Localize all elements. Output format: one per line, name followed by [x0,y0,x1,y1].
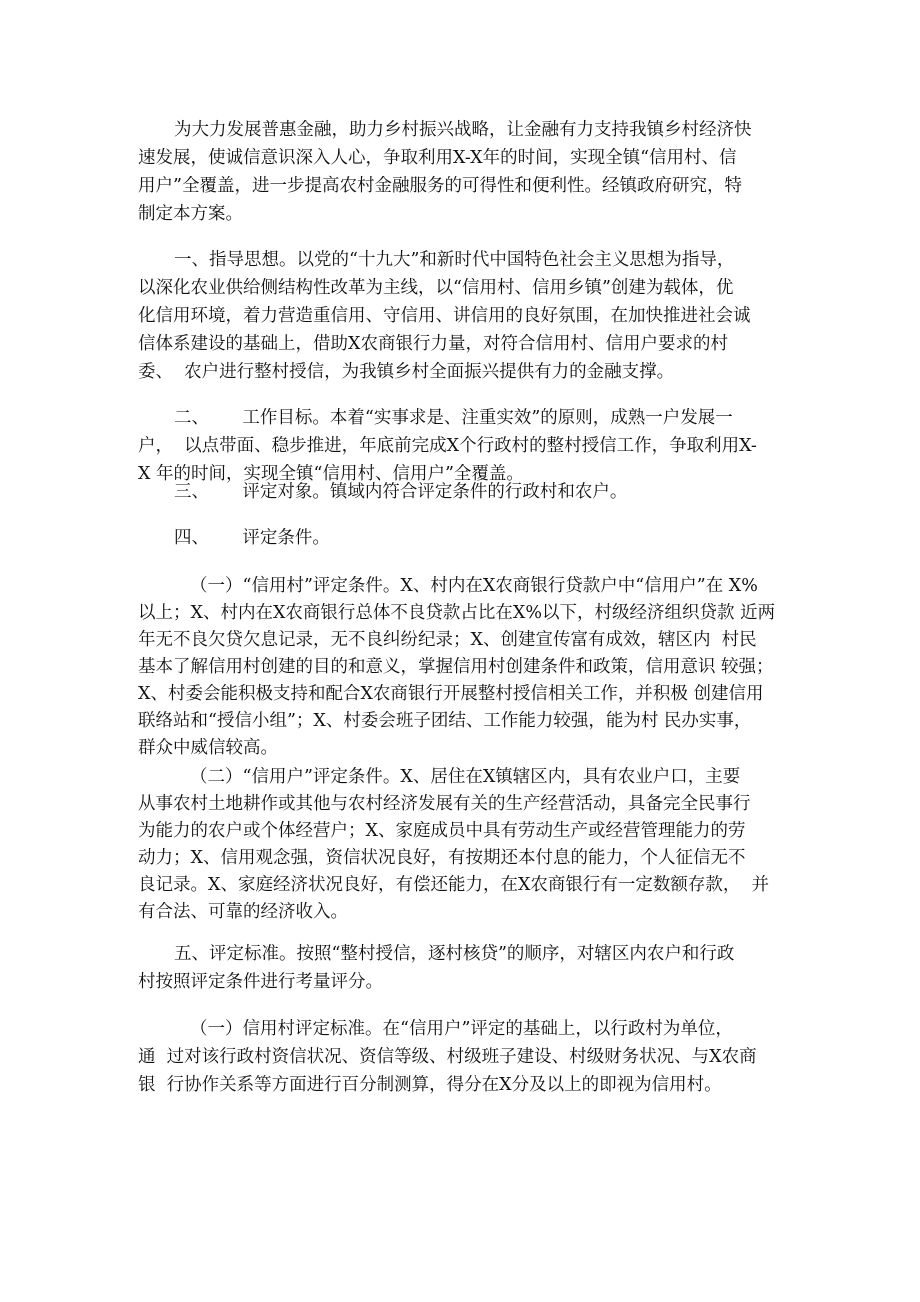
text-line: 良记录。X、家庭经济状况良好，有偿还能力，在X农商银行有一定数额存款， 并 [138,875,770,895]
text-line: 基本了解信用村创建的目的和意义，掌握信用村创建条件和政策，信用意识 较强； [138,657,774,677]
text-line: 群众中威信较高。 [138,738,278,758]
text-line: 联络站和“授信小组”；X、村委会班子团结、工作能力较强，能为村 民办实事， [138,711,752,731]
text-line: 用户”全覆盖，进一步提高农村金融服务的可得性和便利性。经镇政府研究，特 [138,176,742,196]
text-line: 银 行协作关系等方面进行百分制测算，得分在X分及以上的即视为信用村。 [138,1075,722,1095]
text-line: 从事农村土地耕作或其他与农村经济发展有关的生产经营活动，具备完全民事行 [138,794,751,814]
text-line: （一）信用村评定标准。在“信用户”评定的基础上，以行政村为单位， [190,1019,733,1039]
text-line: X、村委会能积极支持和配合X农商银行开展整村授信相关工作，并积极 创建信用 [138,684,764,704]
text-line: 为能力的农户或个体经营户；X、家庭成员中具有劳动生产或经营管理能力的劳 [138,821,746,841]
text-line: （一）“信用村”评定条件。X、村内在X农商银行贷款户中“信用户”在 X% [190,576,758,596]
text-line: 制定本方案。 [138,204,243,224]
text-line: 化信用环境，着力营造重信用、守信用、讲信用的良好氛围，在加快推进社会诚 [138,306,751,326]
text-line: 四、 评定条件。 [174,528,330,548]
text-line: 信体系建设的基础上，借助X农商银行力量，对符合信用村、信用户要求的村 [138,334,728,354]
text-line: 以上；X、村内在X农商银行总体不良贷款占比在X%以下，村级经济组织贷款 近两 [138,603,776,623]
text-line: 村按照评定条件进行考量评分。 [138,972,383,992]
text-line: 年无不良欠贷欠息记录，无不良纠纷纪录；X、创建宣传富有成效，辖区内 村民 [138,630,757,650]
text-line: X 年的时间，实现全镇“信用村、信用户”全覆盖。 [138,464,524,484]
text-line: 委、 农户进行整村授信，为我镇乡村全面振兴提供有力的金融支撑。 [138,362,675,382]
text-line: 一、指导思想。以党的“十九大”和新时代中国特色社会主义思想为指导， [174,250,735,270]
text-line: 三、 评定对象。镇域内符合评定条件的行政村和农户。 [174,482,628,502]
text-line: （二）“信用户”评定条件。X、居住在X镇辖区内，具有农业户口，主要 [190,767,741,787]
text-line: 为大力发展普惠金融，助力乡村振兴战略，让金融有力支持我镇乡村经济快 [174,120,752,140]
text-line: 户， 以点带面、稳步推进，年底前完成X个行政村的整村授信工作，争取利用X- [138,436,757,456]
text-line: 动力；X、信用观念强，资信状况良好，有按期还本付息的能力，个人征信无不 [138,848,746,868]
text-line: 二、 工作目标。本着“实事求是、注重实效”的原则，成熟一户发展一 [174,408,733,428]
text-line: 有合法、可靠的经济收入。 [138,902,348,922]
text-line: 五、评定标准。按照“整村授信，逐村核贷”的顺序，对辖区内农户和行政 [174,944,735,964]
text-line: 通 过对该行政村资信状况、资信等级、村级班子建设、村级财务状况、与X农商 [138,1047,757,1067]
text-line: 速发展，使诚信意识深入人心，争取利用X-X年的时间，实现全镇“信用村、信 [138,148,737,168]
text-line: 以深化农业供给侧结构性改革为主线，以“信用村、信用乡镇”创建为载体，优 [138,278,734,298]
